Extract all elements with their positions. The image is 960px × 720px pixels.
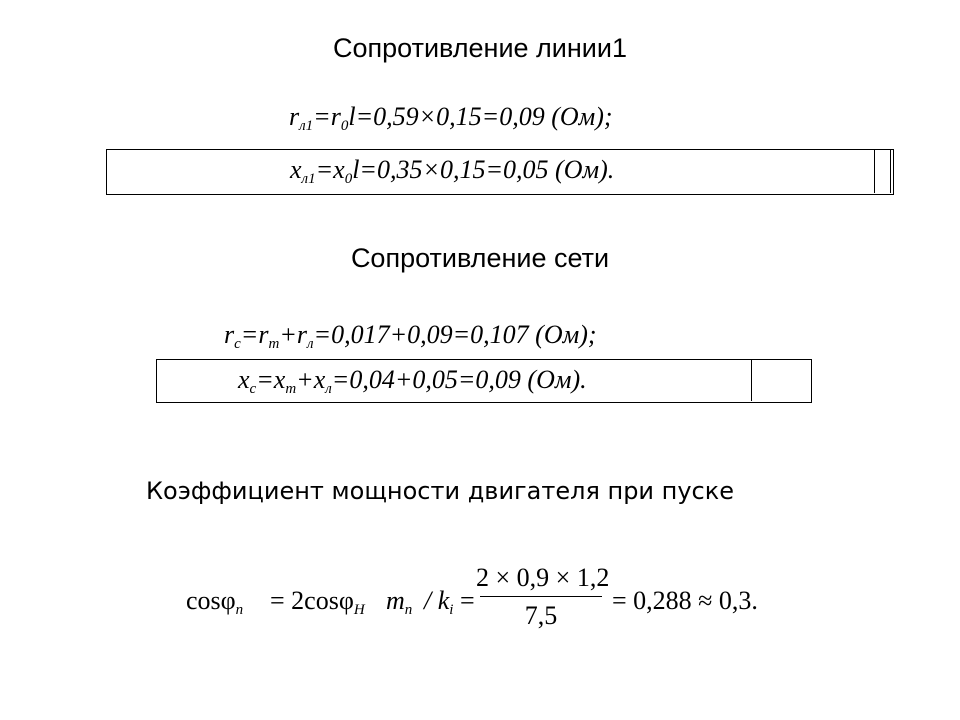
m-term: $m_п$ — [386, 586, 413, 618]
box-divider — [751, 360, 752, 401]
fraction — [476, 562, 610, 631]
result: = 0,288 ≈ 0,3. — [612, 586, 758, 615]
formula-r-line: $r_{л1}=r_0l=0,59\times 0,15=0,09$ (Ом); — [289, 102, 613, 134]
fraction-denominator: 7,5 — [524, 601, 558, 630]
fraction-bar — [480, 596, 602, 597]
cos-lhs: cosφ$_п$ — [186, 586, 244, 618]
formula-x-line: $x_{л1}=x_0l=0,35\times 0,15=0,05$ (Ом). — [290, 155, 615, 187]
cos-term: = 2cosφ$_Н$ — [270, 586, 365, 618]
box-divider — [874, 150, 875, 193]
box-divider — [890, 150, 891, 193]
heading-power-factor: Коэффициент мощности двигателя при пуске — [146, 477, 735, 505]
heading-network-resistance: Сопротивление сети — [350, 243, 610, 273]
heading-line-resistance: Сопротивление линии1 — [333, 33, 627, 63]
formula-x-network: $x_с=x_т+x_л=0,04+0,05=0,09$ (Ом). — [238, 365, 587, 397]
fraction-numerator: 2 × 0,9 × 1,2 — [476, 563, 610, 592]
formula-r-network: $r_с=r_т+r_л=0,017+0,09=0,107$ (Ом); — [224, 320, 597, 352]
equals-sign: = — [460, 586, 475, 615]
k-term: / $k_i$ — [424, 586, 454, 618]
